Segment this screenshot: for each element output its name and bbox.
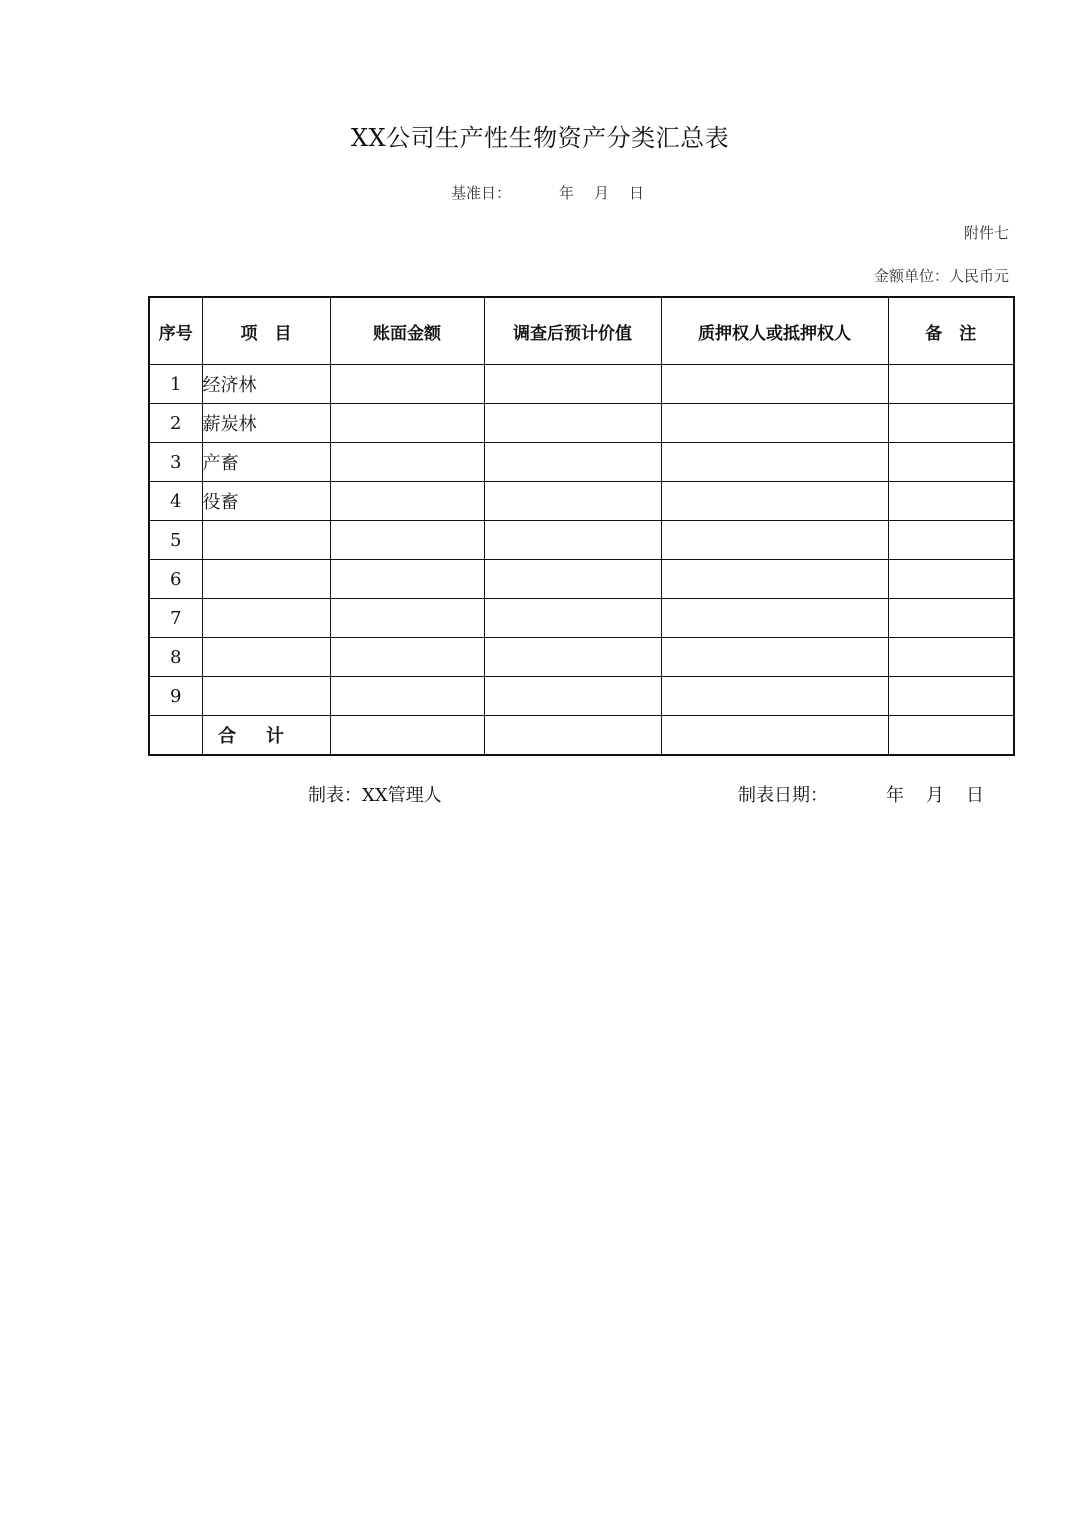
footer-maker: 制表：XX管理人 [308, 785, 442, 806]
header-row [149, 297, 1014, 365]
row-book-value-cell [330, 677, 484, 716]
total-pledgee-cell [661, 716, 888, 756]
page-title: XX公司生产性生物资产分类汇总表 [350, 124, 730, 152]
row-item [202, 638, 330, 677]
row-estimated-value-cell [484, 521, 661, 560]
row-seq: 9 [149, 677, 202, 716]
footer-date-year: 年 [886, 785, 904, 806]
base-date-day: 日 [629, 184, 645, 202]
row-seq: 6 [149, 560, 202, 599]
row-estimated-value-cell [484, 677, 661, 716]
table-row [149, 482, 1014, 521]
footer-date-day: 日 [966, 785, 984, 806]
row-item: 薪炭林 [202, 404, 330, 443]
base-date-label: 基准日： [451, 184, 512, 202]
row-seq: 1 [149, 365, 202, 404]
header-estimated-value: 调查后预计价值 [484, 297, 661, 365]
row-estimated-value-cell [484, 638, 661, 677]
row-estimated-value-cell [484, 365, 661, 404]
row-estimated-value-cell [484, 560, 661, 599]
row-seq: 7 [149, 599, 202, 638]
row-pledgee-cell [661, 521, 888, 560]
row-remark-cell [888, 365, 1014, 404]
attachment-label: 附件七 [963, 224, 1009, 242]
row-item [202, 521, 330, 560]
row-pledgee-cell [661, 482, 888, 521]
row-book-value-cell [330, 521, 484, 560]
header-pledgee: 质押权人或抵押权人 [661, 297, 888, 365]
row-item: 役畜 [202, 482, 330, 521]
total-estimated-value-cell [484, 716, 661, 756]
currency-unit: 金额单位：人民币元 [873, 267, 1009, 285]
row-remark-cell [888, 599, 1014, 638]
base-date [451, 182, 644, 203]
row-pledgee-cell [661, 677, 888, 716]
footer-date-label: 制表日期： [738, 785, 828, 806]
total-label: 合计 [202, 716, 330, 756]
row-book-value-cell [330, 638, 484, 677]
row-seq: 3 [149, 443, 202, 482]
header-seq: 序号 [149, 297, 202, 365]
row-item: 经济林 [202, 365, 330, 404]
row-book-value-cell [330, 365, 484, 404]
footer-date [738, 781, 984, 807]
table-row [149, 599, 1014, 638]
row-pledgee-cell [661, 560, 888, 599]
header-book-value: 账面金额 [330, 297, 484, 365]
row-remark-cell [888, 638, 1014, 677]
table-row [149, 560, 1014, 599]
row-remark-cell [888, 677, 1014, 716]
row-item [202, 677, 330, 716]
row-remark-cell [888, 404, 1014, 443]
row-pledgee-cell [661, 638, 888, 677]
table-row [149, 521, 1014, 560]
total-book-value-cell [330, 716, 484, 756]
row-seq: 5 [149, 521, 202, 560]
row-book-value-cell [330, 560, 484, 599]
base-date-year: 年 [559, 184, 575, 202]
row-remark-cell [888, 560, 1014, 599]
row-pledgee-cell [661, 443, 888, 482]
row-estimated-value-cell [484, 404, 661, 443]
row-remark-cell [888, 521, 1014, 560]
total-seq-cell [149, 716, 202, 756]
row-estimated-value-cell [484, 599, 661, 638]
footer-date-month: 月 [926, 785, 944, 806]
total-remark-cell [888, 716, 1014, 756]
row-estimated-value-cell [484, 482, 661, 521]
row-book-value-cell [330, 404, 484, 443]
summary-table [148, 296, 1015, 756]
row-book-value-cell [330, 443, 484, 482]
row-remark-cell [888, 482, 1014, 521]
table-row [149, 365, 1014, 404]
row-item [202, 599, 330, 638]
row-pledgee-cell [661, 404, 888, 443]
table-row [149, 404, 1014, 443]
base-date-month: 月 [594, 184, 610, 202]
row-book-value-cell [330, 482, 484, 521]
table-row [149, 677, 1014, 716]
table-row [149, 638, 1014, 677]
row-seq: 8 [149, 638, 202, 677]
total-row [149, 716, 1014, 756]
table-row [149, 443, 1014, 482]
row-pledgee-cell [661, 599, 888, 638]
header-remark: 备 注 [888, 297, 1014, 365]
row-item: 产畜 [202, 443, 330, 482]
row-seq: 2 [149, 404, 202, 443]
row-estimated-value-cell [484, 443, 661, 482]
row-pledgee-cell [661, 365, 888, 404]
row-item [202, 560, 330, 599]
row-remark-cell [888, 443, 1014, 482]
header-item: 项 目 [202, 297, 330, 365]
row-book-value-cell [330, 599, 484, 638]
row-seq: 4 [149, 482, 202, 521]
